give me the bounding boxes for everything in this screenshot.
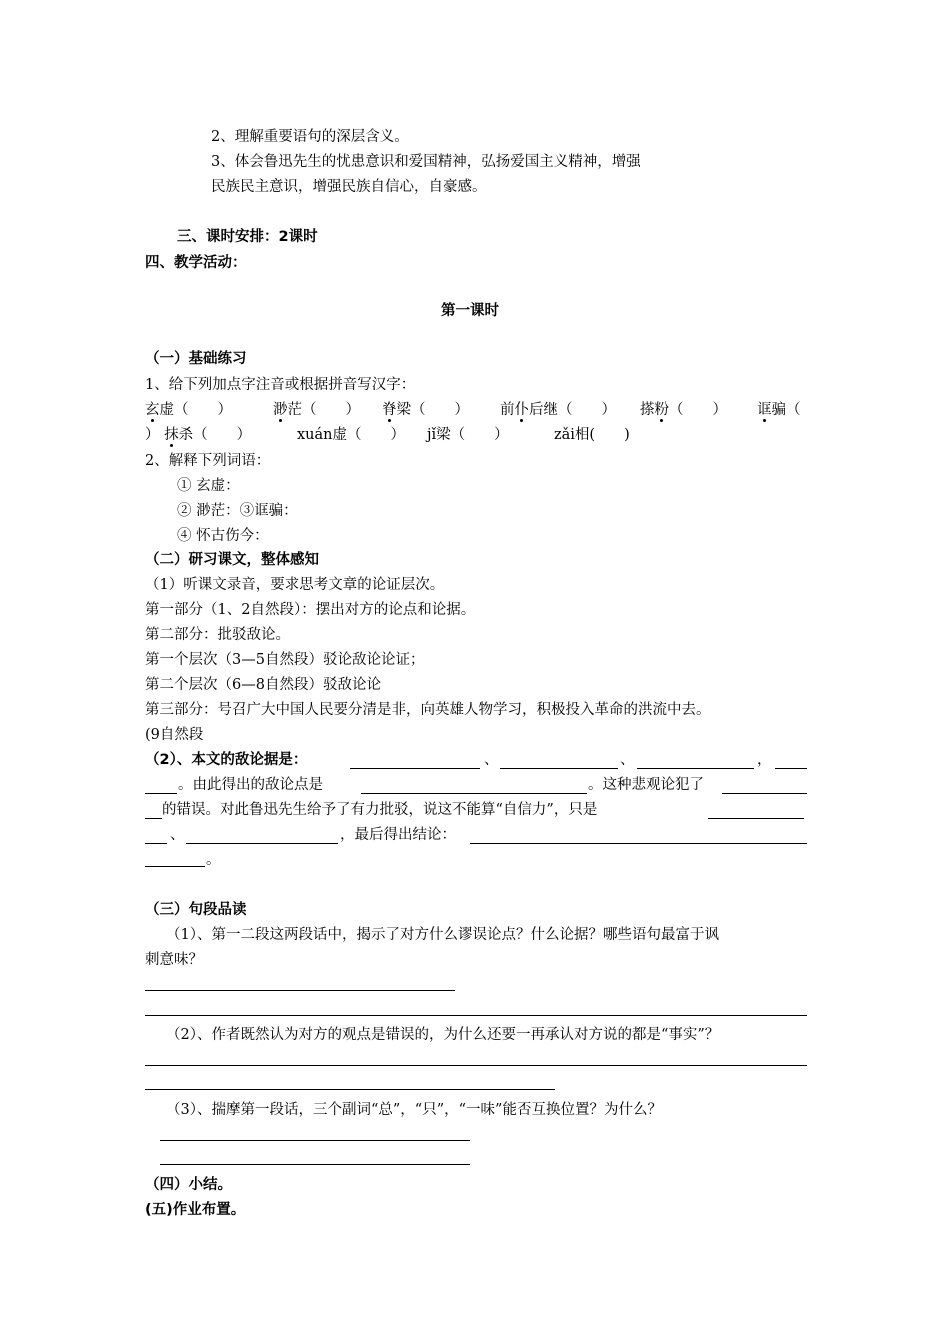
answer-blank[interactable]: [145, 866, 205, 867]
part2-p2: 第一部分（1、2自然段）：摆出对方的论点和论据。: [145, 602, 476, 618]
separator: 、: [170, 827, 185, 843]
answer-blank[interactable]: [350, 768, 480, 769]
part3-q2: （2）、作者既然认为对方的观点是错误的，为什么还要一再承认对方说的都是“事实”？: [166, 1027, 720, 1043]
word-2: ② 渺茫：③诓骗：: [177, 503, 298, 519]
part2-p7: (9自然段: [145, 727, 204, 743]
answer-blank[interactable]: [145, 793, 177, 794]
pinyin-item-5: 搽粉（ ）: [640, 402, 727, 418]
part2-p1: （1）听课文录音，要求思考文章的论证层次。: [145, 577, 445, 593]
answer-line[interactable]: [145, 1065, 807, 1066]
word-4: ④ 怀古伤今：: [177, 528, 269, 544]
goal-3-line2: 民族民主意识，增强民族自信心，自豪感。: [211, 179, 487, 195]
pinyin-item-3: 脊梁（ ）: [382, 402, 469, 418]
part2-p3: 第二部分：批驳敌论。: [145, 627, 290, 643]
lesson-title: 第一课时: [441, 303, 499, 319]
part3-q1-line1: （1）、第一二段这两段话中，揭示了对方什么谬误论点？什么论据？哪些语句最富于讽: [166, 927, 719, 943]
part3-q1-line2: 刺意味？: [145, 952, 203, 968]
part2-p5: 第二个层次（6—8自然段）驳敌论论: [145, 677, 381, 693]
part1-q2: 2、解释下列词语：: [145, 453, 271, 469]
part2-p4: 第一个层次（3—5自然段）驳论敌论论证；: [145, 652, 425, 668]
part1-q1: 1、给下列加点字注音或根据拼音写汉字：: [145, 377, 416, 393]
fill-q-line2b: 。这种悲观论犯了: [588, 777, 704, 793]
pinyin-item-10: zǎi相( ): [554, 427, 630, 443]
part5-heading: (五)作业布置。: [145, 1202, 246, 1218]
answer-blank[interactable]: [637, 768, 754, 769]
separator: 、: [620, 752, 635, 768]
pinyin-item-2: 渺茫（ ）: [273, 402, 360, 418]
part2-heading: （二）研习课文，整体感知: [145, 552, 319, 568]
pinyin-item-9: jǐ梁（ ）: [427, 427, 509, 443]
part3-q3: （3）、揣摩第一段话，三个副词“总”，“只”，“一味”能否互换位置？为什么？: [166, 1102, 662, 1118]
part2-p6: 第三部分：号召广大中国人民要分清是非，向英雄人物学习，积极投入革命的洪流中去。: [145, 702, 711, 718]
answer-blank[interactable]: [361, 793, 587, 794]
fill-q-line1: （2）、本文的敌论据是：: [145, 752, 308, 768]
answer-blank[interactable]: [470, 843, 807, 844]
answer-line[interactable]: [160, 1164, 470, 1165]
answer-line[interactable]: [160, 1140, 470, 1141]
section-4-heading: 四、教学活动：: [145, 255, 247, 271]
part1-heading: （一）基础练习: [145, 351, 247, 367]
separator: ，: [757, 752, 772, 768]
word-1: ① 玄虚：: [177, 478, 240, 494]
answer-line[interactable]: [145, 1015, 807, 1016]
part3-heading: （三）句段品读: [145, 902, 247, 918]
answer-blank[interactable]: [722, 793, 807, 794]
goal-2: 2、理解重要语句的深层含义。: [211, 129, 409, 145]
answer-blank[interactable]: [775, 768, 807, 769]
section-3-heading: 三、课时安排：2课时: [177, 229, 318, 245]
pinyin-item-4: 前仆后继（ ）: [500, 402, 616, 418]
pinyin-item-6: 诓骗（: [757, 402, 801, 418]
fill-q-line4: ，最后得出结论：: [340, 827, 456, 843]
fill-q-line3: 的错误。对此鲁迅先生给予了有力批驳，说这不能算“自信力”，只是: [162, 802, 598, 818]
answer-line[interactable]: [145, 990, 455, 991]
answer-blank[interactable]: [500, 768, 618, 769]
pinyin-item-1: 玄虚（ ）: [145, 402, 232, 418]
answer-line[interactable]: [145, 1089, 555, 1090]
answer-blank[interactable]: [145, 843, 167, 844]
answer-blank[interactable]: [186, 843, 338, 844]
fill-q-end: 。: [206, 852, 221, 868]
separator: 、: [484, 752, 499, 768]
answer-blank[interactable]: [145, 818, 162, 819]
goal-3-line1: 3、体会鲁迅先生的忧患意识和爱国精神，弘扬爱国主义精神，增强: [211, 154, 641, 170]
answer-blank[interactable]: [708, 818, 804, 819]
fill-q-line2: 。由此得出的敌论点是: [178, 777, 323, 793]
part4-heading: （四）小结。: [145, 1177, 232, 1193]
pinyin-item-7: ） 抹杀（ ）: [145, 427, 252, 443]
pinyin-item-8: xuán虚（ ）: [297, 427, 405, 443]
